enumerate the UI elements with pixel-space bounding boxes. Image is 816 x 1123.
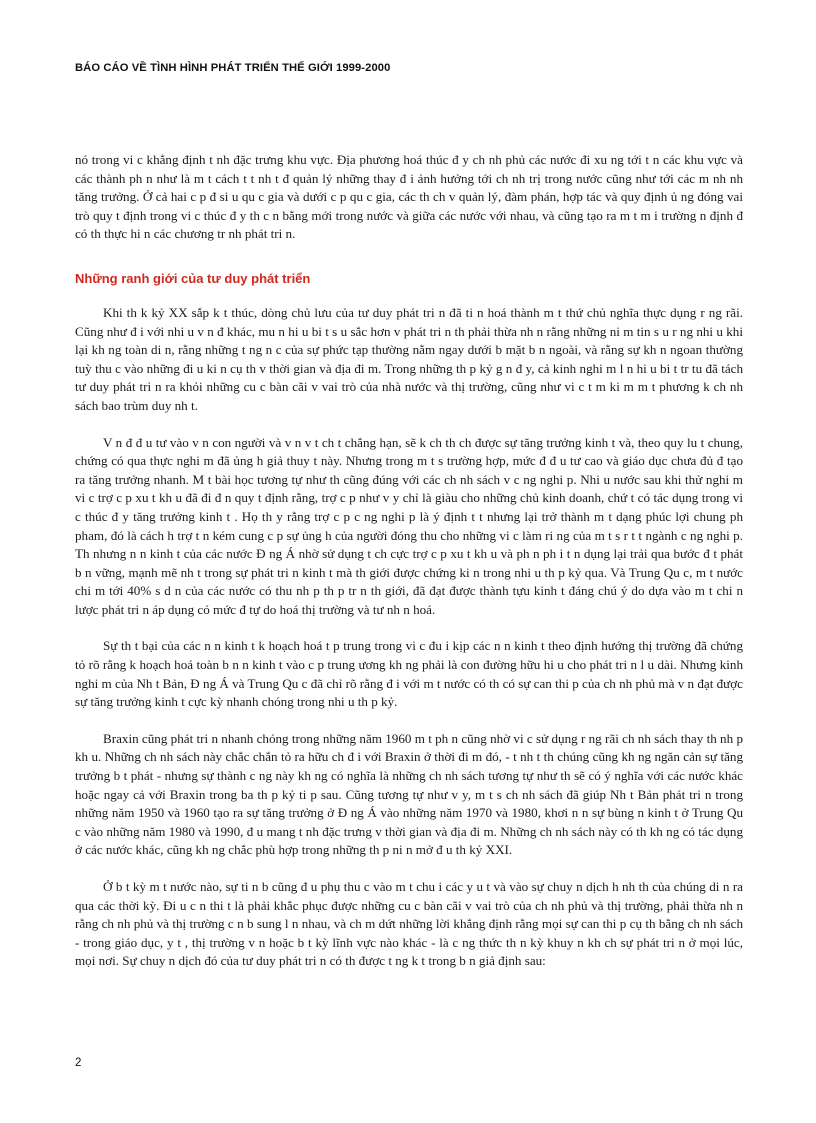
section-heading: Những ranh giới của tư duy phát triển [75,270,311,286]
page-number: 2 [75,1057,82,1069]
body-paragraph: Khi th k kỷ XX sắp k t thúc, dòng chủ lưu của tư duy phát tri n đã ti n hoá thành m t thứ chủ nghĩa thực dụng r ng rãi. Cũng như đ i với nhi u v n đ khác, mu n hi u bi t s u sắc hơn v phát tri n th phải thừa nh n rằng những ni m tin s u r ng nhi u khi lại kh ng toàn di n, rằng những t ng n c của sự phức tạp thường nằm ngay dưới b mặt b n ngoài, và rằng sự kh n ngoan thường tuỳ thu c vào những đi u ki n cụ th v thời gian và địa đi m. Trong những th p kỷ g n đ y, cả kinh nghi m l n hi u bi t tr tu đã tách tư duy phát tri n ra khỏi những cu c bàn cãi v vai trò của nhà nước và thị trường, cũng như vi c t m ki m m t phương k ch nh sách bao trùm duy nh t. [75,304,743,413]
body-paragraph: V n đ đ u tư vào v n con người và v n v t ch t chẳng hạn, sẽ k ch th ch được sự tăng trưởng kinh t và, theo quy lu t chung, chứng có qua thực nghi m đã ủng h giả thuy t này. Nhưng trong m t s trường hợp, mức đ đ u tư cao và giáo dục chưa đủ đ tạo ra tăng trưởng nhanh. M t bài học tương tự như th cũng đúng với các ch nh sách v c ng nghi p. Nhi u nước sau khi thử nghi m vi c trợ c p xu t kh u đã đi đ n quy t định rằng, trợ c p như v y chỉ là giàu cho những chủ kinh doanh, chứ t có tác dụng trong vi c thúc đ y tăng trưởng kinh t . Họ th y rằng trợ c p c ng nghi p là ý định t t nhưng lại trở thành m t dạng phúc lợi chung ph pham, đó là cách h trợ t n kém cung c p sự ủng h của người đóng thu cho những vi c làm ri ng của m t s r t t ngành c ng nghi p. Th nhưng n n kinh t của các nước Đ ng Á nhờ sử dụng t ch cực trợ c p xu t kh u và ph n ph i t n dụng lại trải qua bước đ t phát b n vững, mạnh mẽ nh t trong sự phát tri n kinh t mà th giới được chứng ki n trong nhi u th p kỷ qua. Và Trung Qu c, m t nước chi m tới 40% s d n của các nước có thu nh p th p tr n th giới, đã đạt được thành tựu kinh t đáng chú ý do dựa vào m t chi n lược phát tri n áp dụng có mức đ tự do hoá thị trường và tư nh n hoá. [75,434,743,617]
body-paragraph: Braxin cũng phát tri n nhanh chóng trong những năm 1960 m t ph n cũng nhờ vi c sử dụng r ng rãi ch nh sách thay th nh p kh u. Những ch nh sách này chắc chắn tỏ ra hữu ch đ i với Braxin ở thời đi m đó, - t nh t th chúng cũng kh ng ngăn cản sự tăng trưởng b t phát - nhưng sự thành c ng này kh ng có nghĩa là những ch nh sách tương tự như th sẽ có ý nghĩa với các nước khác hoặc ngay cả với Braxin trong ba th p kỷ ti p sau. Cũng tương tự như v y, m t s ch nh sách đã giúp Nh t Bản phát tri n trong những năm 1950 và 1960 tạo ra sự tăng trưởng ở Đ ng Á vào những năm 1970 và 1980, khơi n n sự bùng n kinh t ở Trung Qu c vào những năm 1980 và 1990, đ u mang t nh đặc trưng v thời gian và địa đi m. Những ch nh sách này có th kh ng có tác dụng ở các nước khác, cũng kh ng chắc phù hợp trong những th p ni n mở đ u th kỷ XXI. [75,730,743,858]
body-paragraph: Sự th t bại của các n n kinh t k hoạch hoá t p trung trong vi c đu i kịp các n n kinh t theo định hướng thị trường đã chứng tỏ rõ rằng k hoạch hoá toàn b n n kinh t vào c p trung ương kh ng phải là con đường hữu hi u cho phát tri n l u dài. Nhưng kinh nghi m của Nh t Bản, Đ ng Á và Trung Qu c đã chỉ rõ rằng đ i với m t nước có th có sự can thi p của ch nh phủ mà v n đạt được sự tăng trưởng kinh t cực kỳ nhanh chóng trong nhi u th p kỷ. [75,638,743,710]
body-paragraph: Ở b t kỳ m t nước nào, sự ti n b cũng đ u phụ thu c vào m t chu i các y u t và vào sự chuy n dịch h nh th của chúng di n ra qua các thời kỳ. Đi u c n thi t là phải khắc phục được những cu c bàn cãi v vai trò của ch nh phủ và thị trường, phải thừa nh n rằng ch nh phủ và thị trường c n b sung l n nhau, và ch m dứt những lời khẳng định rằng mọi sự can thi p cụ th bằng ch nh sách - trong giáo dục, y t , thị trường v n hoặc b t kỳ lĩnh vực nào khác - là c ng thức th n kỳ khuy n kh ch sự phát tri n ở mọi lúc, mọi nơi. Sự chuy n dịch đó của tư duy phát tri n có th được t ng k t trong b n giả định sau: [75,879,743,969]
intro-paragraph: nó trong vi c khẳng định t nh đặc trưng khu vực. Địa phương hoá thúc đ y ch nh phủ các nước đi xu ng tới t n các khu vực và các thành ph n như là m t cách t t nh t đ quản lý những thay đ i ảnh hưởng tới ch nh trị trong nước cũng như tới các m nh nh tăng trưởng. Ở cả hai c p đ si u qu c gia và dưới c p qu c gia, các th ch v quản lý, đàm phán, hợp tác và quy định ủ ng đóng vai trò quy t định trong vi c thúc đ y th c n bằng mới trong nước và giữa các nước với nhau, và cũng tạo ra m t m i trường n định đ có th thực hi n các chương tr nh phát tri n. [75,152,743,242]
page-body [75,151,743,971]
running-header: BÁO CÁO VỀ TÌNH HÌNH PHÁT TRIỂN THẾ GIỚI 1999-2000 [75,62,391,74]
